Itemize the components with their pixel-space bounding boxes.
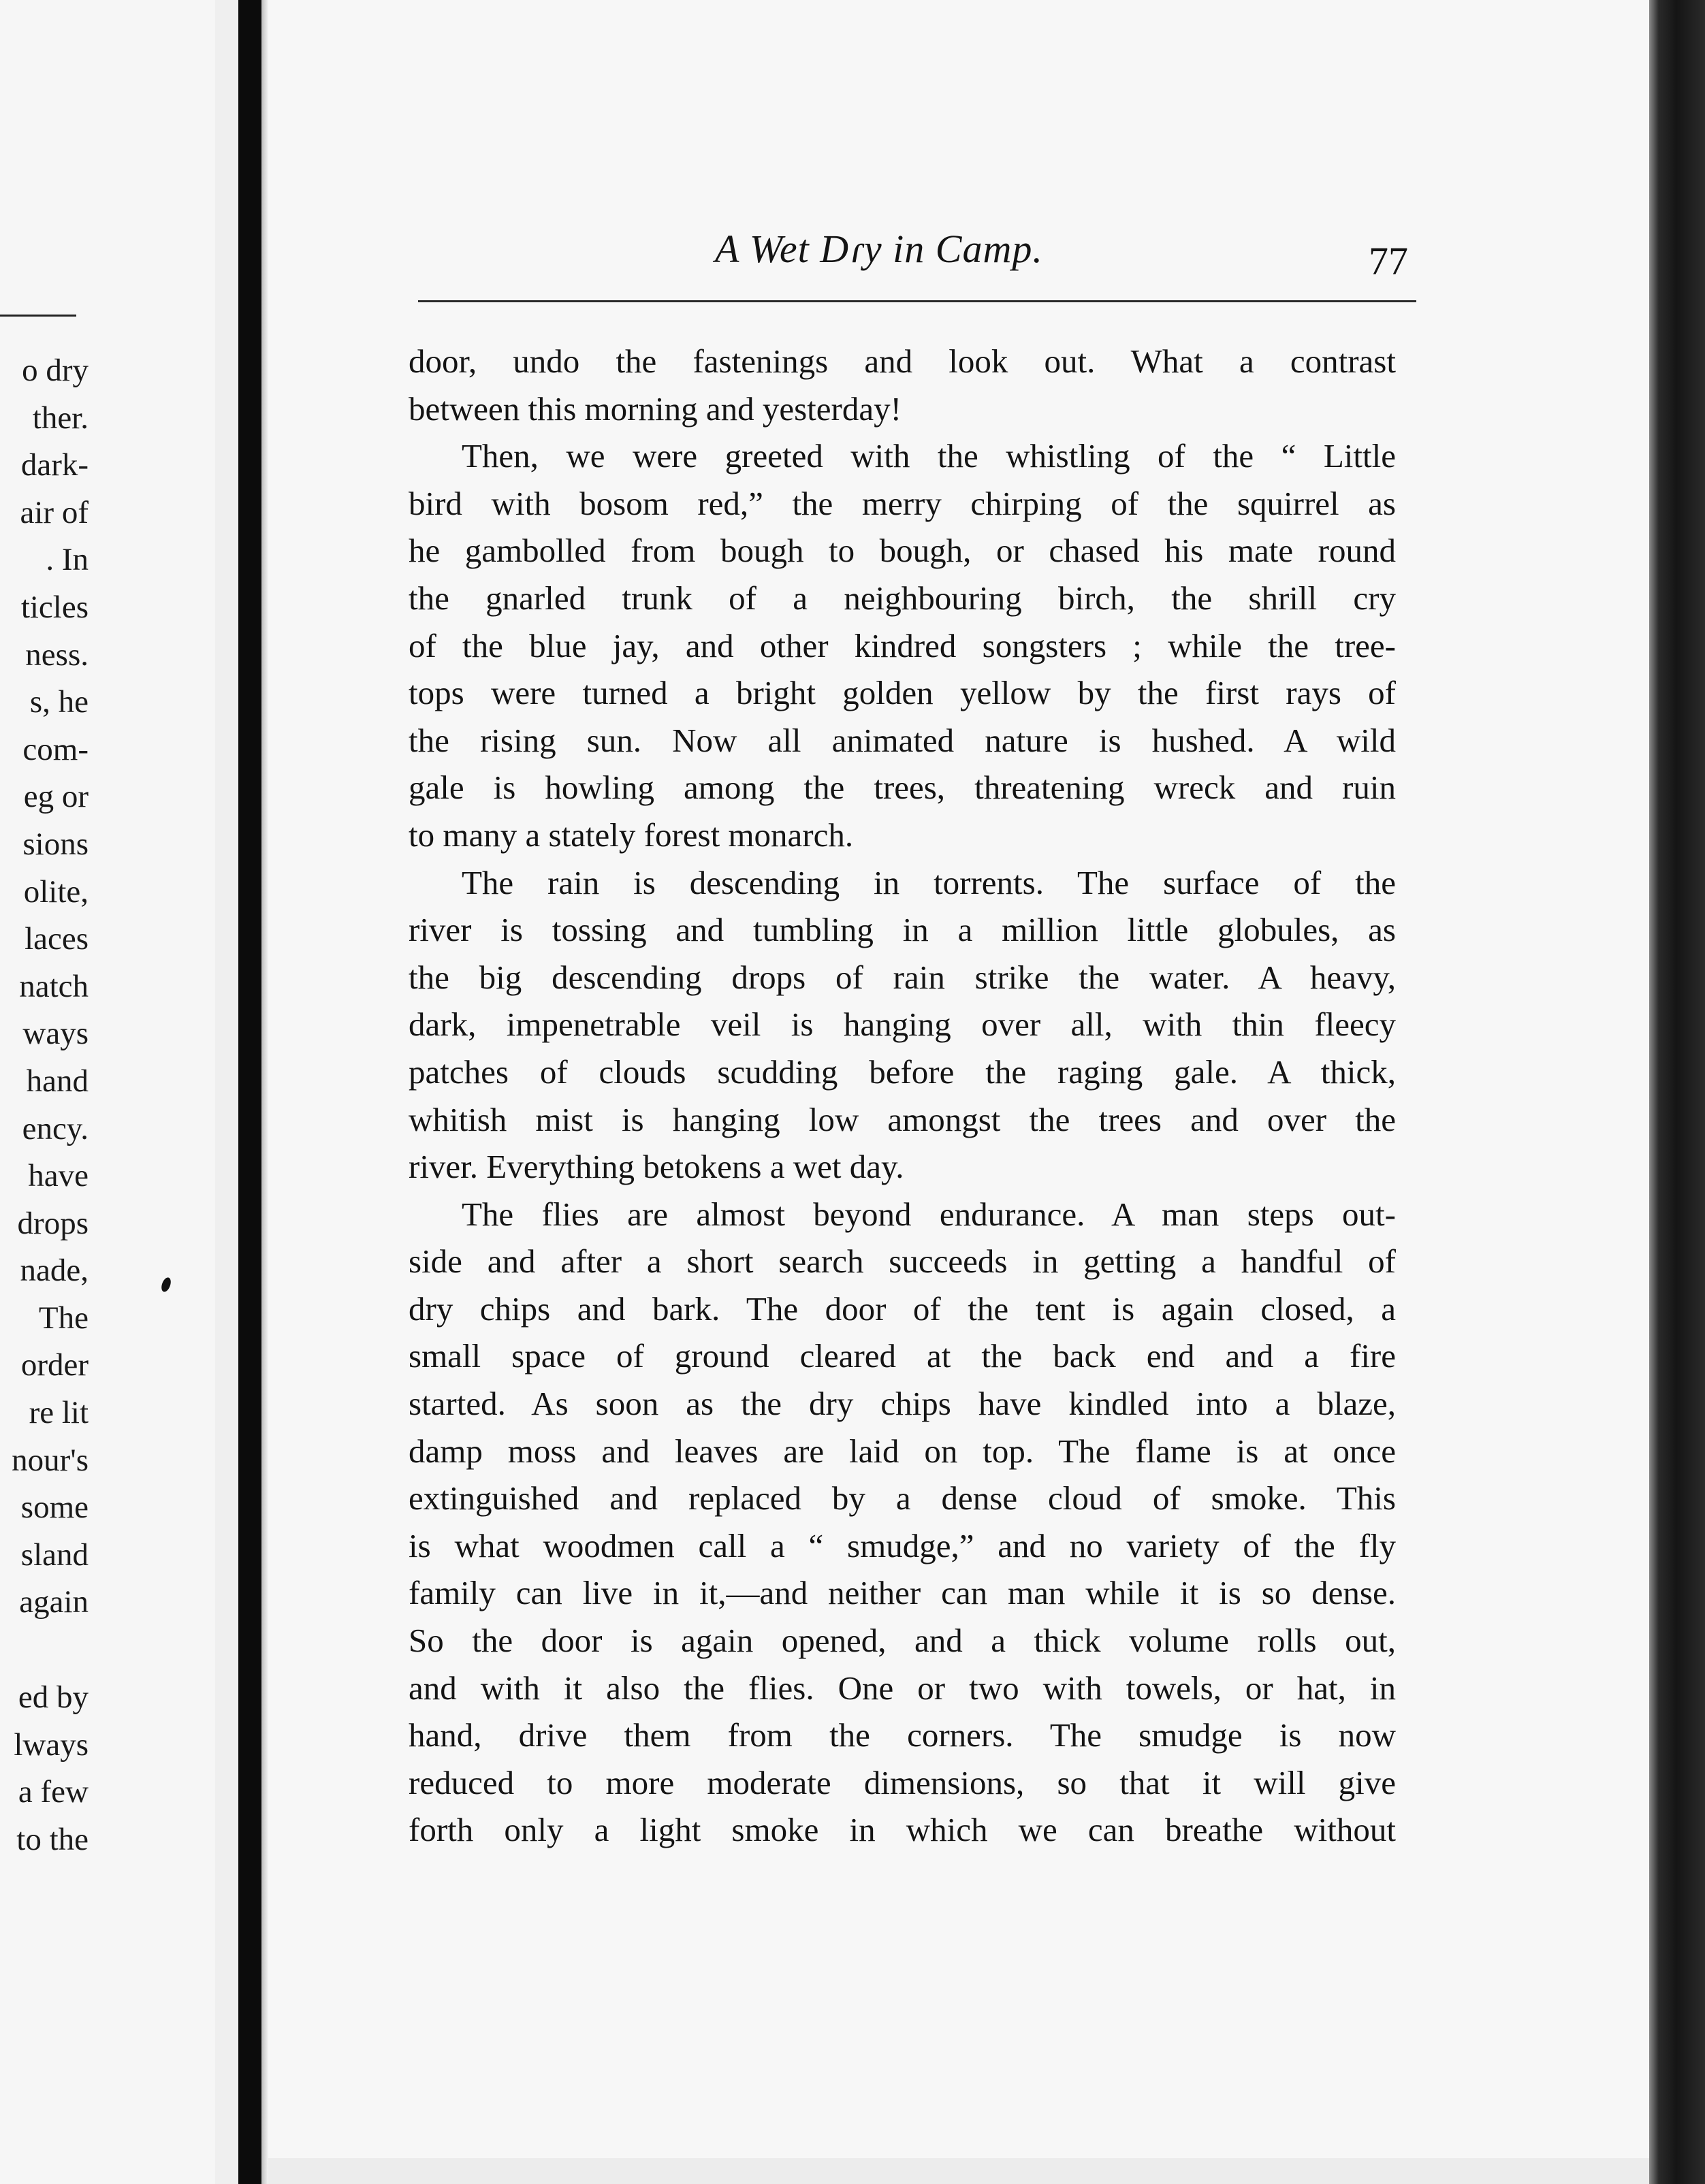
facing-page-fragment: sions — [22, 826, 89, 862]
text-line: the rising sun. Now all animated nature is hushed. A wild — [409, 721, 1396, 759]
header-rule — [418, 300, 1416, 302]
text-line: door, undo the fastenings and look out. What a contrast — [409, 342, 1396, 380]
page-number: 77 — [1369, 239, 1408, 283]
paragraph-first-line: The flies are almost beyond endurance. A man steps out- — [462, 1195, 1396, 1233]
text-line: extinguished and replaced by a dense cloud of smoke. This — [409, 1479, 1396, 1517]
facing-page-fragment: re lit — [29, 1395, 89, 1431]
text-line: side and after a short search succeeds in getting a handful of — [409, 1242, 1396, 1281]
facing-page-fragment: eg or — [23, 779, 89, 815]
text-line: river. Everything betokens a wet day. — [409, 1148, 904, 1186]
page-bottom-margin — [268, 2158, 1649, 2184]
paragraph-first-line: Then, we were greeted with the whistling of the “ Little — [462, 437, 1396, 475]
facing-page-fragment: o dry — [22, 353, 89, 388]
text-line: damp moss and leaves are laid on top. The flame is at once — [409, 1432, 1396, 1470]
facing-page-fragment: dark- — [20, 447, 89, 483]
text-line: the gnarled trunk of a neighbouring birch, the shrill cry — [409, 579, 1396, 617]
text-line: small space of ground cleared at the back end and a fire — [409, 1337, 1396, 1375]
text-line: the big descending drops of rain strike the water. A heavy, — [409, 958, 1396, 996]
facing-page-fragment: hand — [26, 1063, 89, 1099]
text-line: family can live in it,—and neither can man while it is so dense. — [409, 1574, 1396, 1612]
text-line: patches of clouds scudding before the raging gale. A thick, — [409, 1053, 1396, 1091]
facing-page-fragment: to the — [16, 1821, 89, 1857]
gutter-shadow — [261, 0, 268, 2184]
text-line: gale is howling among the trees, threatening wreck and ruin — [409, 769, 1396, 807]
text-line: he gambolled from bough to bough, or chased his mate round — [409, 532, 1396, 570]
facing-page-fragment: ticles — [20, 589, 89, 625]
text-line: bird with bosom red,” the merry chirping of the squirrel as — [409, 484, 1396, 522]
facing-page-fragment: olite, — [23, 873, 89, 910]
paragraph-first-line: The rain is descending in torrents. The surface of the — [462, 863, 1396, 901]
facing-page-fragment: s, he — [29, 684, 89, 720]
text-line: dry chips and bark. The door of the tent is again closed, a — [409, 1289, 1396, 1328]
text-line: forth only a light smoke in which we can breathe without — [409, 1811, 1396, 1849]
facing-page-text — [12, 347, 89, 1863]
facing-page-fragment: sland — [20, 1537, 89, 1573]
facing-page-fragment: ness. — [25, 637, 89, 673]
text-line: dark, impenetrable veil is hanging over all, with thin fleecy — [409, 1006, 1396, 1044]
facing-page-fragment: nade, — [20, 1253, 89, 1289]
facing-page — [0, 0, 215, 2184]
facing-page-fragment: ways — [22, 1016, 89, 1052]
text-line: reduced to more moderate dimensions, so that it will give — [409, 1763, 1396, 1801]
text-line: of the blue jay, and other kindred songsters ; while the tree- — [409, 626, 1396, 664]
text-line: is what woodmen call a “ smudge,” and no variety of the fly — [409, 1526, 1396, 1564]
facing-page-fragment: ency. — [22, 1110, 89, 1146]
text-line: So the door is again opened, and a thick volume rolls out, — [409, 1622, 1396, 1660]
text-line: and with it also the flies. One or two with towels, or hat, in — [409, 1669, 1396, 1707]
text-line: started. As soon as the dry chips have kindled into a blaze, — [409, 1385, 1396, 1423]
facing-page-fragment: air of — [20, 494, 89, 530]
page-edge — [1649, 0, 1705, 2184]
facing-page-fragment: com- — [22, 731, 89, 767]
facing-page-fragment: some — [20, 1490, 89, 1526]
text-line: between this morning and yesterday! — [409, 389, 902, 428]
facing-page-fragment: The — [38, 1300, 89, 1336]
facing-page-fragment: laces — [25, 921, 89, 957]
facing-page-fragment: ed by — [18, 1680, 89, 1716]
facing-page-fragment: nour's — [12, 1442, 89, 1478]
facing-page-fragment: ther. — [32, 400, 89, 436]
running-head: A Wet Dɾy in Camp. — [715, 227, 1043, 271]
text-line: tops were turned a bright golden yellow by the first rays of — [409, 674, 1396, 712]
binding-gutter — [238, 0, 261, 2184]
facing-page-fragment: natch — [19, 968, 89, 1004]
text-line: hand, drive them from the corners. The smudge is now — [409, 1716, 1396, 1754]
text-line: river is tossing and tumbling in a million little globules, as — [409, 911, 1396, 949]
ink-mark — [160, 1276, 173, 1294]
text-line: to many a stately forest monarch. — [409, 816, 854, 854]
facing-page-fragment: drops — [17, 1205, 89, 1241]
page-body — [409, 338, 1396, 1854]
facing-page-fragment: a few — [18, 1774, 89, 1810]
text-line: whitish mist is hanging low amongst the trees and over the — [409, 1100, 1396, 1138]
facing-page-fragment: have — [28, 1158, 89, 1194]
binding-gutter-edge — [215, 0, 238, 2184]
facing-page-fragment: order — [20, 1347, 89, 1383]
facing-page-fragment: . In — [46, 542, 89, 578]
facing-page-fragment: lways — [14, 1727, 89, 1763]
facing-page-rule — [0, 315, 76, 317]
facing-page-fragment: again — [19, 1584, 89, 1620]
